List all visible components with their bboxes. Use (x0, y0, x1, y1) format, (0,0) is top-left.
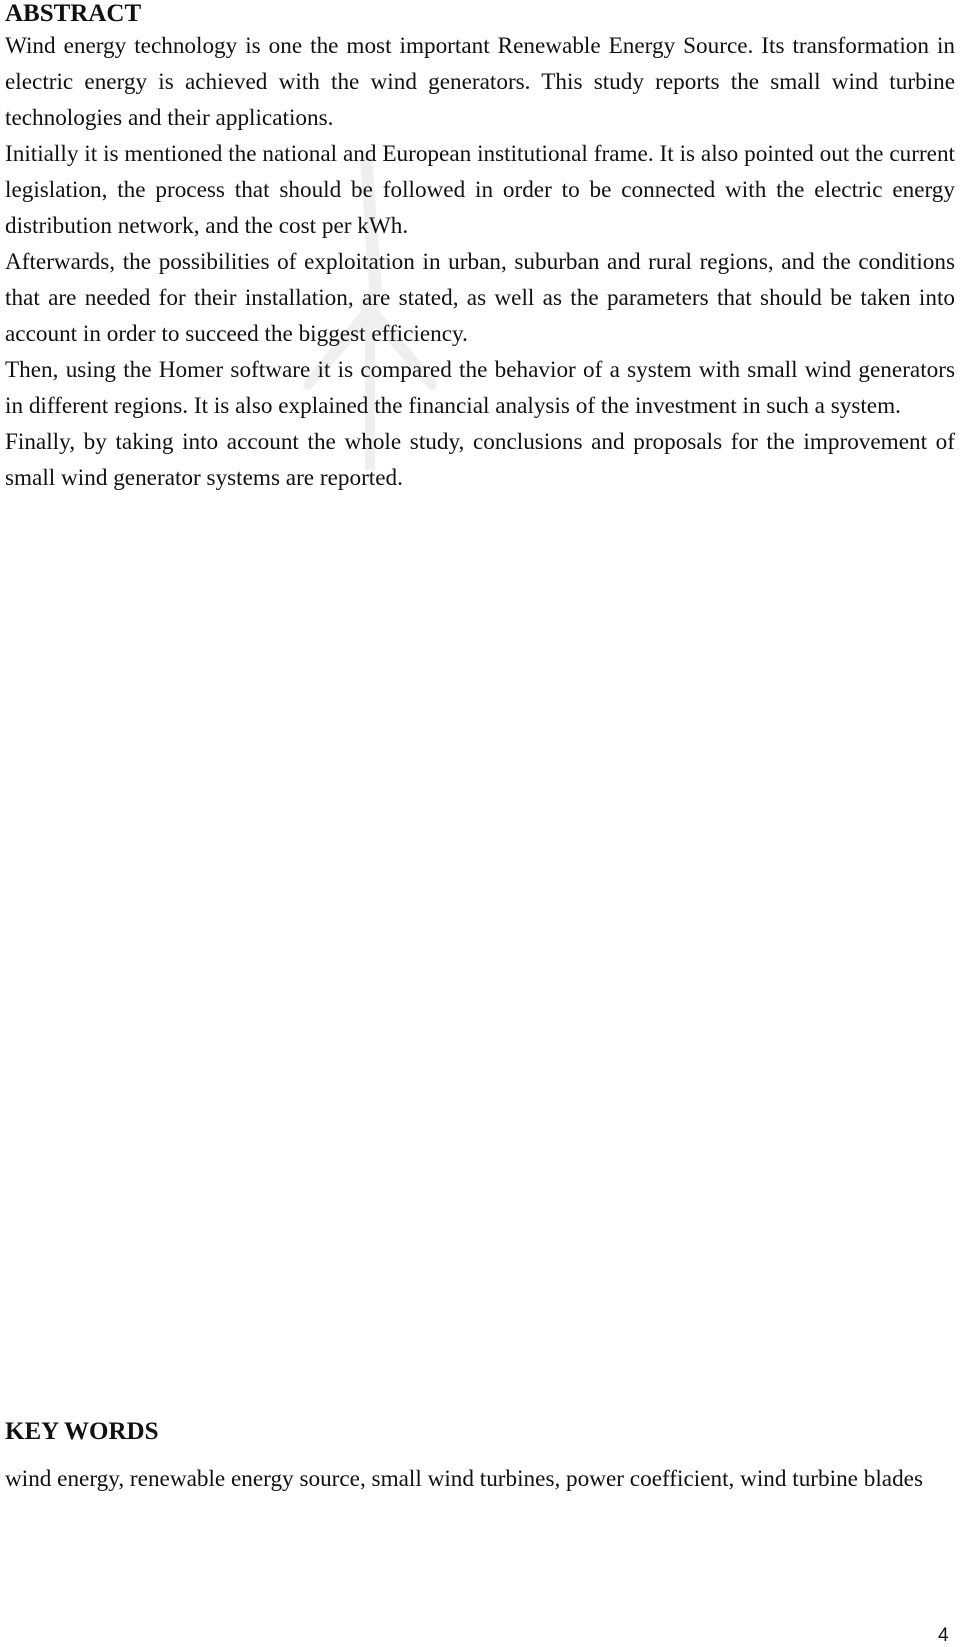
abstract-paragraph-3: Afterwards, the possibilities of exploitation in urban, suburban and rural regions, and the conditions that are needed for their installation, are stated, as well as the parameters that should be taken into account in order to succeed the biggest efficiency. (5, 249, 955, 347)
abstract-paragraph-2: Initially it is mentioned the national and European institutional frame. It is also pointed out the current legislation, the process that should be followed in order to be connected with the electric energy distribution network, and the cost per kWh. (5, 141, 955, 239)
abstract-paragraph-4: Then, using the Homer software it is compared the behavior of a system with small wind generators in different regions. It is also explained the financial analysis of the investment in such a system. (5, 357, 955, 419)
abstract-heading: ABSTRACT (5, 0, 142, 27)
abstract-paragraph-1: Wind energy technology is one the most important Renewable Energy Source. Its transformation in electric energy is achieved with the wind generators. This study reports the small wind turbine technologies and their applications. (5, 33, 955, 131)
page-number: 4 (938, 1625, 949, 1646)
keywords-text: wind energy, renewable energy source, small wind turbines, power coefficient, wind turbine blades (5, 1466, 923, 1492)
abstract-section (5, 0, 955, 496)
abstract-paragraph-5: Finally, by taking into account the whole study, conclusions and proposals for the improvement of small wind generator systems are reported. (5, 429, 955, 491)
keywords-section (5, 1418, 955, 1503)
keywords-heading: KEY WORDS (5, 1418, 159, 1445)
